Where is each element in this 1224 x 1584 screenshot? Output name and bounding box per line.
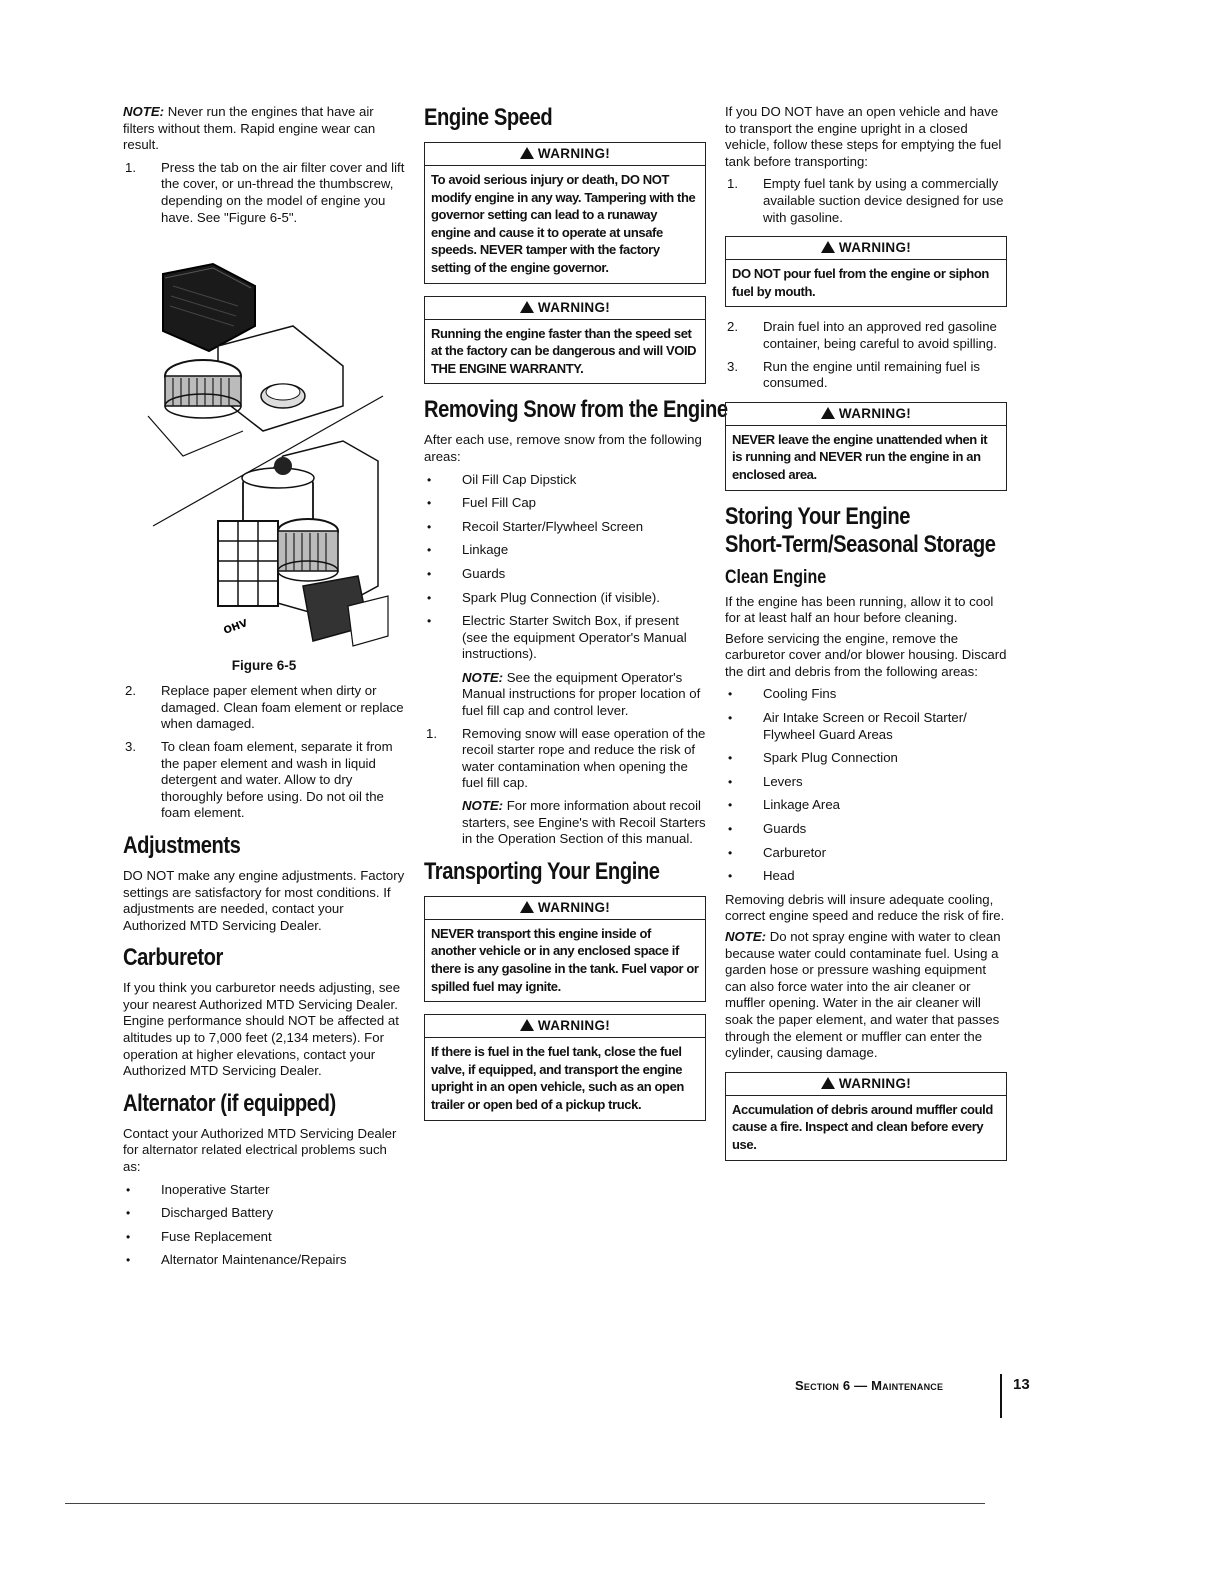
list-item: • Levers	[725, 774, 1007, 791]
warning-header: WARNING!	[726, 237, 1006, 260]
carburetor-heading: Carburetor	[123, 944, 223, 972]
warning-text: Running the engine faster than the speed set at the factory can be dangerous and will VOID THE ENGINE WARRANTY.	[431, 325, 697, 376]
adjustments-heading: Adjustments	[123, 831, 241, 859]
carburetor-text: If you think you carburetor needs adjusting, see your nearest Authorized MTD Servicing Dealer. Engine performance should NOT be affected at altitudes up to 7,000 feet (2,134 meters). For operation at higher elevations, contact your Authorized MTD Servicing Dealer.	[123, 980, 401, 1079]
list-item: • Oil Fill Cap Dipstick	[424, 472, 706, 489]
list-item: • Alternator Maintenance/Repairs	[123, 1252, 405, 1269]
engine-speed-heading: Engine Speed	[424, 104, 553, 131]
transporting-heading: Transporting Your Engine	[424, 857, 660, 885]
storage-heading: Short-Term/Seasonal Storage	[725, 530, 996, 558]
warning-box	[424, 142, 706, 284]
water-note: NOTE: Do not spray engine with water to clean because water could contaminate fuel. Using a garden hose or pressure washing equipment can also force water into the air cleaner or muffler opening. Water in the air cleaner will soak the paper element, and water that passes through the element or muffler can enter the cylinder, causing damage.	[725, 929, 1001, 1061]
column-2	[424, 104, 728, 1133]
transport-intro: If you DO NOT have an open vehicle and have to transport the engine upright in a closed vehicle, follow these steps for emptying the fuel tank before transporting:	[725, 104, 1002, 169]
page-number: 13	[1013, 1376, 1030, 1393]
step-item: 1. Press the tab on the air filter cover and lift the cover, or un-thread the thumbscrew, depending on the model of engine you have. See "Figure 6-5".	[125, 159, 405, 225]
warning-triangle-icon	[520, 147, 534, 159]
column-3	[725, 104, 1007, 1173]
list-item: • Discharged Battery	[123, 1205, 405, 1222]
footer-divider	[1000, 1374, 1002, 1418]
list-item: • Spark Plug Connection (if visible).	[424, 590, 706, 607]
warning-triangle-icon	[821, 241, 835, 253]
bottom-rule	[65, 1503, 985, 1504]
step-item: 1. Empty fuel tank by using a commercially available suction device designed for use with gasoline.	[727, 176, 1004, 225]
list-item: • Carburetor	[725, 845, 1007, 862]
air-filter-note: NOTE: Never run the engines that have air filters without them. Rapid engine wear can result.	[123, 104, 376, 153]
warning-triangle-icon	[520, 1019, 534, 1031]
warning-header: WARNING!	[726, 403, 1006, 426]
warning-text: To avoid serious injury or death, DO NOT modify engine in any way. Tampering with the governor setting can lead to a runaway engine and cause it to operate at unsafe speeds. NEVER tamper with the factory setting of the engine governor.	[431, 172, 696, 275]
list-item: • Air Intake Screen or Recoil Starter/ Flywheel Guard Areas	[725, 710, 1007, 743]
warning-text: NEVER leave the engine unattended when it is running and NEVER run the engine in an enclosed area.	[732, 431, 988, 482]
clean-list	[725, 686, 1007, 884]
clean-text-3: Removing debris will insure adequate cooling, correct engine speed and reduce the risk of fire.	[725, 891, 1005, 924]
warning-header: WARNING!	[726, 1073, 1006, 1096]
warning-header: WARNING!	[425, 143, 705, 166]
list-item: • Head	[725, 868, 1007, 885]
step-item: 3. Run the engine until remaining fuel is consumed.	[727, 358, 980, 391]
list-item: • Recoil Starter/Flywheel Screen	[424, 519, 706, 536]
snow-note: NOTE: See the equipment Operator's Manual instructions for proper location of fuel fill cap and control lever.	[462, 669, 701, 719]
column-1	[123, 104, 405, 1276]
fuel-steps-b	[725, 319, 1007, 391]
warning-text: DO NOT pour fuel from the engine or siphon fuel by mouth.	[732, 266, 989, 299]
list-item: • Spark Plug Connection	[725, 750, 1007, 767]
warning-text: If there is fuel in the fuel tank, close the fuel valve, if equipped, and transport the engine upright in an open vehicle, such as an open trailer or open bed of a pickup truck.	[431, 1044, 684, 1112]
alternator-list	[123, 1182, 405, 1269]
step-item: 2. Replace paper element when dirty or damaged. Clean foam element or replace when damaged.	[125, 683, 404, 732]
list-item: • Cooling Fins	[725, 686, 1007, 703]
list-item: • Guards	[424, 566, 706, 583]
fuel-steps-a	[725, 176, 1007, 226]
list-item: • Guards	[725, 821, 1007, 838]
warning-header: WARNING!	[425, 897, 705, 920]
list-item: • Electric Starter Switch Box, if present (see the equipment Operator's Manual instructions).	[424, 613, 706, 663]
warning-triangle-icon	[520, 901, 534, 913]
list-item: • Inoperative Starter	[123, 1182, 405, 1199]
air-filter-steps-b	[123, 683, 405, 822]
warning-box	[424, 896, 706, 1002]
list-item: • Fuel Fill Cap	[424, 495, 706, 512]
removing-snow-heading: Removing Snow from the Engine	[424, 396, 728, 424]
engine-air-filter-illustration	[143, 256, 393, 656]
air-filter-steps-a	[123, 160, 405, 226]
storing-heading: Storing Your Engine	[725, 502, 911, 530]
clean-text-1: If the engine has been running, allow it to cool for at least half an hour before cleaning.	[725, 593, 994, 626]
warning-text: Accumulation of debris around muffler could cause a fire. Inspect and clean before every use.	[732, 1101, 993, 1152]
warning-header: WARNING!	[425, 297, 705, 320]
list-item: • Linkage	[424, 542, 706, 559]
figure-caption: Figure 6-5	[231, 658, 297, 674]
snow-list	[424, 472, 706, 663]
warning-triangle-icon	[520, 301, 534, 313]
warning-text: NEVER transport this engine inside of another vehicle or in any enclosed space if there is any gasoline in the tank. Fuel vapor or spilled fuel may ignite.	[431, 925, 699, 994]
alternator-text: Contact your Authorized MTD Servicing Dealer for alternator related electrical problems such as:	[123, 1125, 397, 1175]
snow-steps	[424, 726, 706, 792]
step-item: 1. Removing snow will ease operation of the recoil starter rope and reduce the risk of water contamination when opening the fuel fill cap.	[426, 725, 706, 791]
snow-intro: After each use, remove snow from the following areas:	[424, 432, 702, 464]
warning-triangle-icon	[821, 407, 835, 419]
recoil-note: NOTE: For more information about recoil starters, see Engine's with Recoil Starters in the Operation Section of this manual.	[462, 798, 706, 847]
alternator-heading: Alternator (if equipped)	[123, 1089, 336, 1117]
warning-box	[725, 402, 1007, 491]
clean-text-2: Before servicing the engine, remove the carburetor cover and/or blower housing. Discard the dirt and debris from the following areas:	[725, 630, 1007, 679]
step-item: 2. Drain fuel into an approved red gasoline container, being careful to avoid spilling.	[727, 319, 997, 351]
ohv-label: OHV	[222, 618, 250, 637]
warning-box	[725, 1072, 1007, 1161]
air-filter-figure	[143, 256, 393, 656]
adjustments-text: DO NOT make any engine adjustments. Factory settings are satisfactory for most conditions. If adjustments are needed, contact your Authorized MTD Servicing Dealer.	[123, 867, 405, 933]
warning-triangle-icon	[821, 1077, 835, 1089]
list-item: • Fuse Replacement	[123, 1229, 405, 1246]
warning-box	[424, 1014, 706, 1120]
section-footer: Section 6 — Maintenance	[795, 1378, 944, 1393]
warning-box	[725, 236, 1007, 307]
clean-engine-heading: Clean Engine	[725, 566, 827, 588]
warning-box	[424, 296, 706, 385]
warning-header: WARNING!	[425, 1015, 705, 1038]
list-item: • Linkage Area	[725, 797, 1007, 814]
step-item: 3. To clean foam element, separate it from the paper element and wash in liquid detergent and water. Allow to dry thoroughly before using. Do not oil the foam element.	[125, 738, 393, 821]
